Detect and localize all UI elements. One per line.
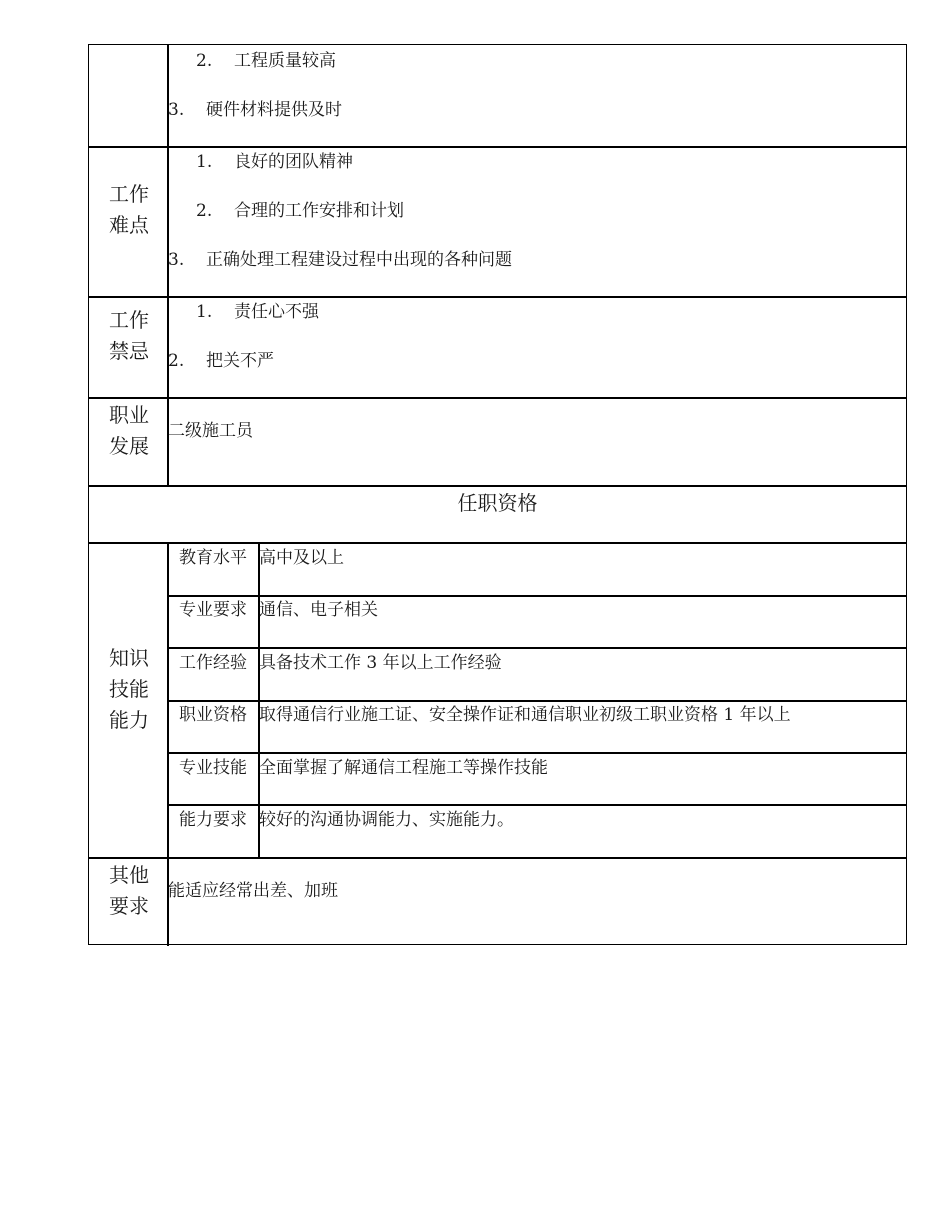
list-number: 3. [168,100,185,120]
row-divider [168,752,906,754]
row-divider [168,700,906,702]
list-item [196,51,336,71]
list-item [168,250,512,270]
skill-label: 专业要求 [179,600,247,620]
list-item [196,201,404,221]
list-text: 责任心不强 [234,302,319,322]
list-text: 工程质量较高 [234,51,336,71]
row-divider [89,296,906,298]
list-text: 硬件材料提供及时 [206,100,342,120]
list-text: 良好的团队精神 [234,152,353,172]
list-number: 2. [196,201,213,221]
skill-value: 具备技术工作 3 年以上工作经验 [259,653,502,673]
list-item [196,152,353,172]
job-description-table [88,44,907,945]
skill-value: 取得通信行业施工证、安全操作证和通信职业初级工职业资格 1 年以上 [259,705,791,725]
list-item [168,351,274,371]
list-item [196,302,319,322]
row-label-career: 职业 发展 [109,403,149,458]
row-divider [168,804,906,806]
row-divider [168,647,906,649]
row-divider [168,595,906,597]
list-number: 3. [168,250,185,270]
skill-value: 全面掌握了解通信工程施工等操作技能 [259,758,548,778]
skill-label: 工作经验 [179,653,247,673]
qualification-header: 任职资格 [457,491,538,515]
row-divider [89,542,906,544]
list-number: 1. [196,152,213,172]
list-text: 正确处理工程建设过程中出现的各种问题 [206,250,512,270]
list-text: 把关不严 [206,351,274,371]
skill-label: 专业技能 [179,758,247,778]
career-value: 二级施工员 [168,421,253,441]
list-item [168,100,342,120]
list-number: 2. [196,51,213,71]
skill-value: 高中及以上 [259,548,344,568]
row-label-other: 其他 要求 [109,863,149,918]
other-value: 能适应经常出差、加班 [168,881,338,901]
row-divider [89,146,906,148]
skill-label: 教育水平 [179,548,247,568]
row-divider [89,485,906,487]
skill-value: 较好的沟通协调能力、实施能力。 [259,810,514,830]
skill-value: 通信、电子相关 [259,600,378,620]
list-number: 2. [168,351,185,371]
row-divider [89,857,906,859]
list-text: 合理的工作安排和计划 [234,201,404,221]
row-divider [89,397,906,399]
skill-label: 能力要求 [179,810,247,830]
row-label-skills: 知识 技能 能力 [109,646,149,732]
list-number: 1. [196,302,213,322]
row-label-difficulty: 工作 难点 [109,182,149,237]
skill-label: 职业资格 [179,705,247,725]
row-label-taboo: 工作 禁忌 [109,308,149,363]
